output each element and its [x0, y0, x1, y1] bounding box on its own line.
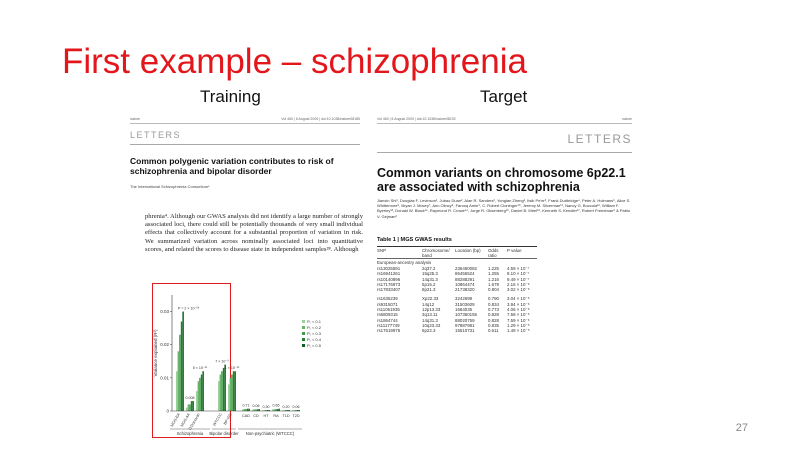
y-tick-label: 0 [166, 408, 169, 414]
x-tick-label: T2D [292, 414, 300, 418]
table-cell: 0.790 [488, 296, 499, 302]
table-cell: 1.255 [488, 271, 499, 277]
legend-label: Pₜ < 0.4 [307, 337, 321, 342]
table-cell: 3.94 × 10⁻⁶ [507, 301, 530, 307]
bar [201, 375, 202, 411]
y-tick-label: 0.01 [160, 375, 169, 381]
table-cell: 1.29 × 10⁻⁵ [507, 322, 530, 328]
table-cell: 2.16 × 10⁻⁶ [507, 281, 530, 287]
bar [231, 375, 232, 411]
p-value-label: P = 2 × 10⁻²⁸ [178, 306, 200, 311]
legend-swatch [302, 338, 305, 341]
table-cell: 1.216 [488, 276, 499, 282]
paper-header [130, 116, 360, 124]
article-body: phrenia⁴. Although our GWAS analysis did not identify a large number of strongly associated loci, there could still be potentially thousands of very small individual effects that collectively account for a substantial proportion of variation in risk. We summarized variation across nominally associated loci into quantitative scores, and related the scores to disease state in independent samples²⁸. Although [145, 213, 363, 253]
issue-info: Vol 460 | 6 August 2009 | doi:10.1038/nature08192 [377, 117, 456, 121]
p-value-label: 5 × 10⁻¹¹ [192, 366, 208, 371]
table-cell: 3.04 × 10⁻⁶ [507, 296, 530, 302]
bar [182, 312, 183, 411]
table-body-group2 [377, 296, 537, 333]
table-cell: 1684035 [455, 307, 473, 313]
bar [228, 384, 229, 411]
group-label: Bipolar disorder [209, 431, 239, 436]
y-axis-label: Variance explained (R²) [153, 329, 158, 377]
table-cell: 3242699 [455, 296, 473, 302]
bar [248, 409, 249, 411]
table-cell: 6p22.3 [422, 328, 436, 334]
bar [221, 371, 222, 411]
legend-swatch [302, 326, 305, 329]
table-cell: 88020759 [455, 317, 475, 323]
x-tick-label: HT [263, 414, 269, 418]
bar [202, 371, 203, 411]
training-label: Training [200, 87, 261, 106]
table-cell: 21738320 [455, 287, 475, 293]
table-label: Table 1 | [377, 237, 399, 243]
bar [220, 375, 221, 411]
section-label: LETTERS [130, 130, 182, 140]
p-value-label: 0.06 [252, 404, 260, 409]
table-cell: 7.59 × 10⁻⁶ [507, 317, 530, 323]
table-cell: 14q31.3 [422, 317, 438, 323]
bar [247, 409, 248, 411]
legend-label: Pₜ < 0.1 [307, 319, 321, 324]
col-header: Chromosome/ band [422, 248, 450, 258]
bar [192, 401, 193, 411]
p-value-label: 0.008 [185, 396, 195, 401]
table-header [377, 247, 537, 259]
x-tick-label: WTCCC [212, 412, 223, 427]
col-header: SNP [377, 248, 387, 253]
table-cell: 4.06 × 10⁻⁶ [507, 307, 530, 313]
page-number: 27 [735, 422, 748, 434]
p-value-label: 0.30 [262, 405, 270, 410]
bar [181, 322, 182, 411]
table-cell: 8p21.3 [422, 287, 436, 293]
p-value-label: 7 × 10⁻⁹ [215, 359, 229, 364]
legend-swatch [302, 332, 305, 335]
journal-name: nature [622, 117, 632, 121]
bar [230, 378, 231, 411]
table-cell: 3.02 × 10⁻⁶ [507, 287, 530, 293]
table-cell: 236460082 [455, 266, 477, 271]
table-cell: 1.225 [488, 266, 499, 271]
x-tick-label: O'Donovan [187, 412, 201, 431]
table-cell: rs17619975 [377, 328, 401, 334]
legend-label: Pₜ < 0.2 [307, 325, 321, 330]
table-cell: rs17833407 [377, 287, 401, 293]
table-cell: 3q13.11 [422, 312, 438, 318]
table-caption: MGS GWAS results [400, 237, 452, 243]
table-cell: rs6809315 [377, 312, 398, 318]
table-cell: rs9315071 [377, 301, 398, 307]
table-title [377, 237, 452, 243]
divider [130, 144, 360, 145]
bar [224, 365, 225, 411]
col-header: Odds ratio [488, 248, 499, 258]
legend-label: Pₜ < 0.5 [307, 343, 321, 348]
bar [186, 408, 187, 411]
table-cell: 1.679 [488, 281, 499, 287]
x-tick-label: T1D [282, 414, 290, 418]
bar [234, 371, 235, 411]
target-paper [377, 116, 632, 366]
bar [191, 401, 192, 411]
table-cell: rs10140896 [377, 276, 401, 282]
table-cell: rs17176973 [377, 281, 401, 287]
table-cell: 0.804 [488, 287, 499, 293]
table-body-group1 [377, 266, 537, 292]
bar [189, 404, 190, 411]
table-cell: 2q37.2 [422, 266, 436, 271]
table-cell: 15510731 [455, 328, 475, 334]
table-cell: 0.828 [488, 317, 499, 323]
legend-swatch [302, 320, 305, 323]
bar [198, 381, 199, 411]
col-header: P value [507, 248, 522, 253]
table-cell: 12p13.33 [422, 307, 441, 313]
slide-title: First example – schizophrenia [62, 42, 527, 81]
bar [223, 368, 224, 411]
table-cell: 10q23.33 [422, 322, 441, 328]
bar [218, 381, 219, 411]
table-cell: 0.828 [488, 312, 499, 318]
table-cell: rs1864744 [377, 317, 398, 323]
p-value-label: 0.71 [242, 403, 250, 408]
table-cell: 9.49 × 10⁻⁷ [507, 276, 530, 282]
article-title: Common polygenic variation contributes to risk of schizophrenia and bipolar disorder [130, 156, 334, 176]
table-cell: 10864474 [455, 281, 475, 287]
legend-label: Pₜ < 0.3 [307, 331, 321, 336]
x-tick-label: CD [253, 414, 259, 418]
x-tick-label: MGS-EA [169, 412, 181, 428]
y-tick-label: 0.02 [160, 342, 169, 348]
p-value-label: 0.06 [292, 405, 300, 410]
variance-bar-chart [140, 283, 350, 443]
x-tick-label: MGS-AA [179, 412, 191, 428]
article-title: Common variants on chromosome 6p22.1 are associated with schizophrenia [377, 166, 626, 194]
table-cell: 0.611 [488, 328, 499, 334]
bar [196, 391, 197, 411]
issue-info: Vol 460 | 6 August 2009 | doi:10.1038/nature08185 [281, 117, 360, 121]
p-value-label: 0.20 [282, 405, 290, 410]
divider [377, 152, 632, 153]
table-cell: 0.835 [488, 322, 499, 328]
article-authors: Jianxin Shi¹, Douglas F. Levinson¹, Jubao Duan², Alan R. Sanders², Yonglan Zheng², Itsik Pe'er³, Frank Dudbridge⁴, Peter A. Holmans⁵, Alice S. Whittemore⁶, Bryan J. Mowry⁷, Ann Olincy⁸, Farooq Amin⁹, C. Robert Cloninger¹⁰, Jeremy M. Silverman¹¹, Nancy G. Buccola¹², William F. Byerley¹³, Donald W. Black¹⁴, Raymond R. Crowe¹⁴, Jorge R. Oksenberg¹⁵, Daniel B. Mirel¹⁶, Kenneth S. Kendler¹⁷, Robert Freedman⁸ & Pablo V. Gejman² [377, 198, 631, 219]
table-cell: 1.49 × 10⁻⁵ [507, 328, 530, 334]
x-tick-label: RA [273, 414, 279, 418]
table-cell: rs13025591 [377, 266, 401, 271]
section-label: LETTERS [567, 132, 632, 146]
table-group-label: European-ancestry analysis [377, 260, 432, 265]
col-header: Location (bp) [455, 248, 481, 253]
table-row [377, 287, 537, 292]
table-cell: 97887981 [455, 322, 475, 328]
bar [278, 409, 279, 411]
table-cell: 0.834 [488, 301, 499, 307]
x-tick-label: BP-ISD [223, 412, 233, 426]
table-cell: rs16941261 [377, 271, 401, 277]
p-value-label: 1 × 10⁻¹² [224, 366, 240, 371]
table-cell: 7.58 × 10⁻⁶ [507, 312, 530, 318]
paper-header [377, 116, 632, 124]
table-cell: 14q31.3 [422, 276, 438, 282]
table-cell: 5p15.2 [422, 281, 436, 287]
journal-name: nature [130, 117, 140, 121]
results-table [377, 246, 537, 334]
bar [188, 404, 189, 411]
p-value-label: 0.65 [272, 403, 280, 408]
table-cell: rs1635239 [377, 296, 398, 302]
table-cell: 107360155 [455, 312, 477, 318]
table-cell: rs11177749 [377, 322, 400, 328]
bar [178, 351, 179, 411]
table-cell: 0.773 [488, 307, 499, 313]
bar [233, 371, 234, 411]
table-cell: 88288291 [455, 276, 475, 282]
table-cell: 14q12 [422, 301, 435, 307]
bar [199, 378, 200, 411]
legend-swatch [302, 344, 305, 347]
target-label: Target [480, 87, 528, 106]
group-label: Schizophrenia [176, 431, 204, 436]
table-cell: 86456524 [455, 271, 475, 277]
table-row [377, 328, 537, 333]
x-tick-label: CAD [241, 414, 251, 418]
table-cell: 4.59 × 10⁻⁷ [507, 266, 530, 271]
table-cell: rs11061935 [377, 307, 400, 313]
bar [179, 335, 180, 411]
table-cell: 15q25.3 [422, 271, 438, 277]
bar [176, 371, 177, 411]
table-cell: 8.10 × 10⁻⁷ [507, 271, 530, 277]
y-tick-label: 0.03 [160, 309, 169, 315]
table-cell: 31503609 [455, 301, 475, 307]
table-cell: Xp22.33 [422, 296, 439, 302]
article-authors: The International Schizophrenia Consortium* [130, 184, 210, 189]
group-label: Non-psychiatric (WTCCC) [245, 431, 295, 436]
